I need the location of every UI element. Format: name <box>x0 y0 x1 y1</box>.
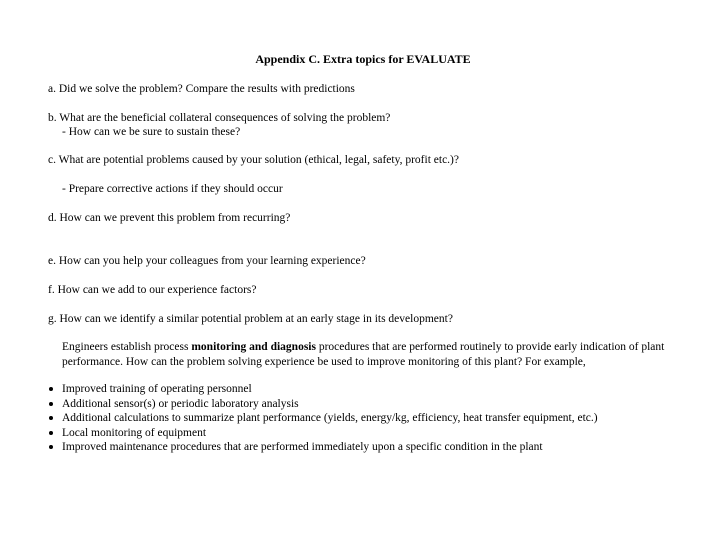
monitoring-paragraph <box>62 340 682 369</box>
bullet-icon <box>49 445 53 449</box>
page-title: Appendix C. Extra topics for EVALUATE <box>255 52 471 66</box>
list-item: Additional sensor(s) or periodic laboratory analysis <box>48 397 598 412</box>
item-a: a. Did we solve the problem? Compare the results with predictions <box>48 83 355 95</box>
list-item: Improved maintenance procedures that are performed immediately upon a specific condition in the plant <box>48 440 598 455</box>
item-e: e. How can you help your colleagues from your learning experience? <box>48 255 366 267</box>
paragraph-bold-text: monitoring and diagnosis <box>191 341 316 353</box>
item-f: f. How can we add to our experience factors? <box>48 284 257 296</box>
item-d: d. How can we prevent this problem from recurring? <box>48 212 291 224</box>
item-b: b. What are the beneficial collateral consequences of solving the problem? <box>48 112 391 124</box>
list-item: Improved training of operating personnel <box>48 382 598 397</box>
item-c-sub: - Prepare corrective actions if they should occur <box>62 183 283 195</box>
bullet-icon <box>49 416 53 420</box>
list-item: Local monitoring of equipment <box>48 426 598 441</box>
item-c: c. What are potential problems caused by your solution (ethical, legal, safety, profit etc.)? <box>48 154 459 166</box>
list-item: Additional calculations to summarize plant performance (yields, energy/kg, efficiency, heat transfer equipment, etc.) <box>48 411 598 426</box>
item-g: g. How can we identify a similar potential problem at an early stage in its development? <box>48 313 453 325</box>
paragraph-text-after: procedures that are performed routinely to provide early indication of plant performance. How can the problem solving experience be used to improve monitoring of this plant? For example, <box>62 341 665 368</box>
paragraph-text-before: Engineers establish process <box>62 341 192 353</box>
bullet-icon <box>49 402 53 406</box>
example-list <box>48 382 598 455</box>
bullet-icon <box>49 431 53 435</box>
item-b-sub: - How can we be sure to sustain these? <box>62 126 241 138</box>
bullet-icon <box>49 387 53 391</box>
